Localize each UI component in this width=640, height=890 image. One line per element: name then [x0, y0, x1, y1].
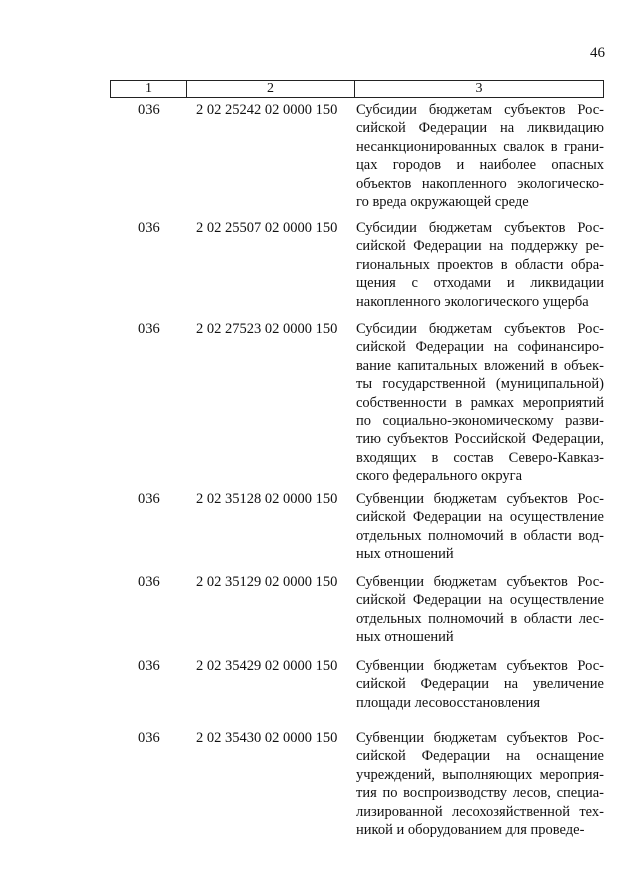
admin-code: 036 — [138, 102, 160, 118]
description-line: щения с отходами и ликвидации — [356, 275, 604, 292]
budget-classification-code: 2 02 25507 02 0000 150 — [196, 220, 338, 236]
description-line: ных отношений — [356, 546, 454, 563]
description-line: по социально-экономическому разви- — [356, 413, 604, 430]
description-line: сийской Федерации на осуществление — [356, 592, 604, 609]
description-line: цах городов и наиболее опасных — [356, 157, 604, 174]
description-line: ты государственной (муниципальной) — [356, 376, 604, 393]
description-line: сийской Федерации на поддержку ре- — [356, 238, 604, 255]
description-line: площади лесовосстановления — [356, 694, 541, 711]
budget-classification-code: 2 02 35129 02 0000 150 — [196, 574, 338, 590]
description-line: отдельных полномочий в области вод- — [356, 527, 604, 544]
description-line: Субвенции бюджетам субъектов Рос- — [356, 658, 604, 674]
revenue-description — [356, 657, 604, 712]
description-line: Субсидии бюджетам субъектов Рос- — [356, 321, 604, 337]
description-line: никой и оборудованием для проведе- — [356, 822, 585, 839]
admin-code: 036 — [138, 491, 160, 507]
description-line: ных отношений — [356, 629, 454, 646]
revenue-description — [356, 320, 604, 486]
admin-code: 036 — [138, 321, 160, 337]
admin-code: 036 — [138, 220, 160, 236]
description-line: накопленного экологического ущерба — [356, 293, 589, 310]
description-line: Субвенции бюджетам субъектов Рос- — [356, 491, 604, 507]
header-col-2: 2 — [187, 81, 355, 97]
description-line: объектов накопленного экологическо- — [356, 175, 604, 192]
description-line: сийской Федерации на увеличение — [356, 676, 604, 693]
description-line: собственности в рамках мероприятий — [356, 394, 604, 411]
admin-code: 036 — [138, 574, 160, 590]
budget-classification-code: 2 02 25242 02 0000 150 — [196, 102, 338, 118]
description-line: Субвенции бюджетам субъектов Рос- — [356, 574, 604, 590]
description-line: Субсидии бюджетам субъектов Рос- — [356, 220, 604, 236]
description-line: Субвенции бюджетам субъектов Рос- — [356, 730, 604, 746]
revenue-description — [356, 219, 604, 311]
description-line: сийской Федерации на осуществление — [356, 509, 604, 526]
budget-classification-code: 2 02 35128 02 0000 150 — [196, 491, 338, 507]
admin-code: 036 — [138, 658, 160, 674]
budget-classification-code: 2 02 27523 02 0000 150 — [196, 321, 338, 337]
revenue-description — [356, 101, 604, 211]
table-header-row — [110, 80, 604, 98]
description-line: тия по воспроизводству лесов, специа- — [356, 785, 604, 802]
description-line: тию субъектов Российской Федерации, — [356, 431, 604, 448]
description-line: сийской Федерации на софинансиро- — [356, 339, 604, 356]
description-line: сийской Федерации на ликвидацию — [356, 120, 604, 137]
revenue-description — [356, 573, 604, 647]
revenue-description — [356, 490, 604, 564]
description-line: сийской Федерации на оснащение — [356, 748, 604, 765]
revenue-description — [356, 729, 604, 839]
description-line: несанкционированных свалок в грани- — [356, 138, 604, 155]
description-line: входящих в состав Северо-Кавказ- — [356, 449, 604, 466]
description-line: лизированной лесохозяйственной тех- — [356, 803, 604, 820]
admin-code: 036 — [138, 730, 160, 746]
page-number: 46 — [590, 45, 605, 61]
description-line: го вреда окружающей среде — [356, 194, 529, 211]
description-line: гиональных проектов в области обра- — [356, 256, 604, 273]
header-col-1: 1 — [111, 81, 187, 97]
description-line: Субсидии бюджетам субъектов Рос- — [356, 102, 604, 118]
description-line: отдельных полномочий в области лес- — [356, 610, 604, 627]
description-line: вание капитальных вложений в объек- — [356, 357, 604, 374]
budget-classification-code: 2 02 35430 02 0000 150 — [196, 730, 338, 746]
budget-classification-code: 2 02 35429 02 0000 150 — [196, 658, 338, 674]
description-line: ского федерального округа — [356, 468, 523, 485]
header-col-3: 3 — [475, 81, 483, 96]
description-line: учреждений, выполняющих мероприя- — [356, 766, 604, 783]
